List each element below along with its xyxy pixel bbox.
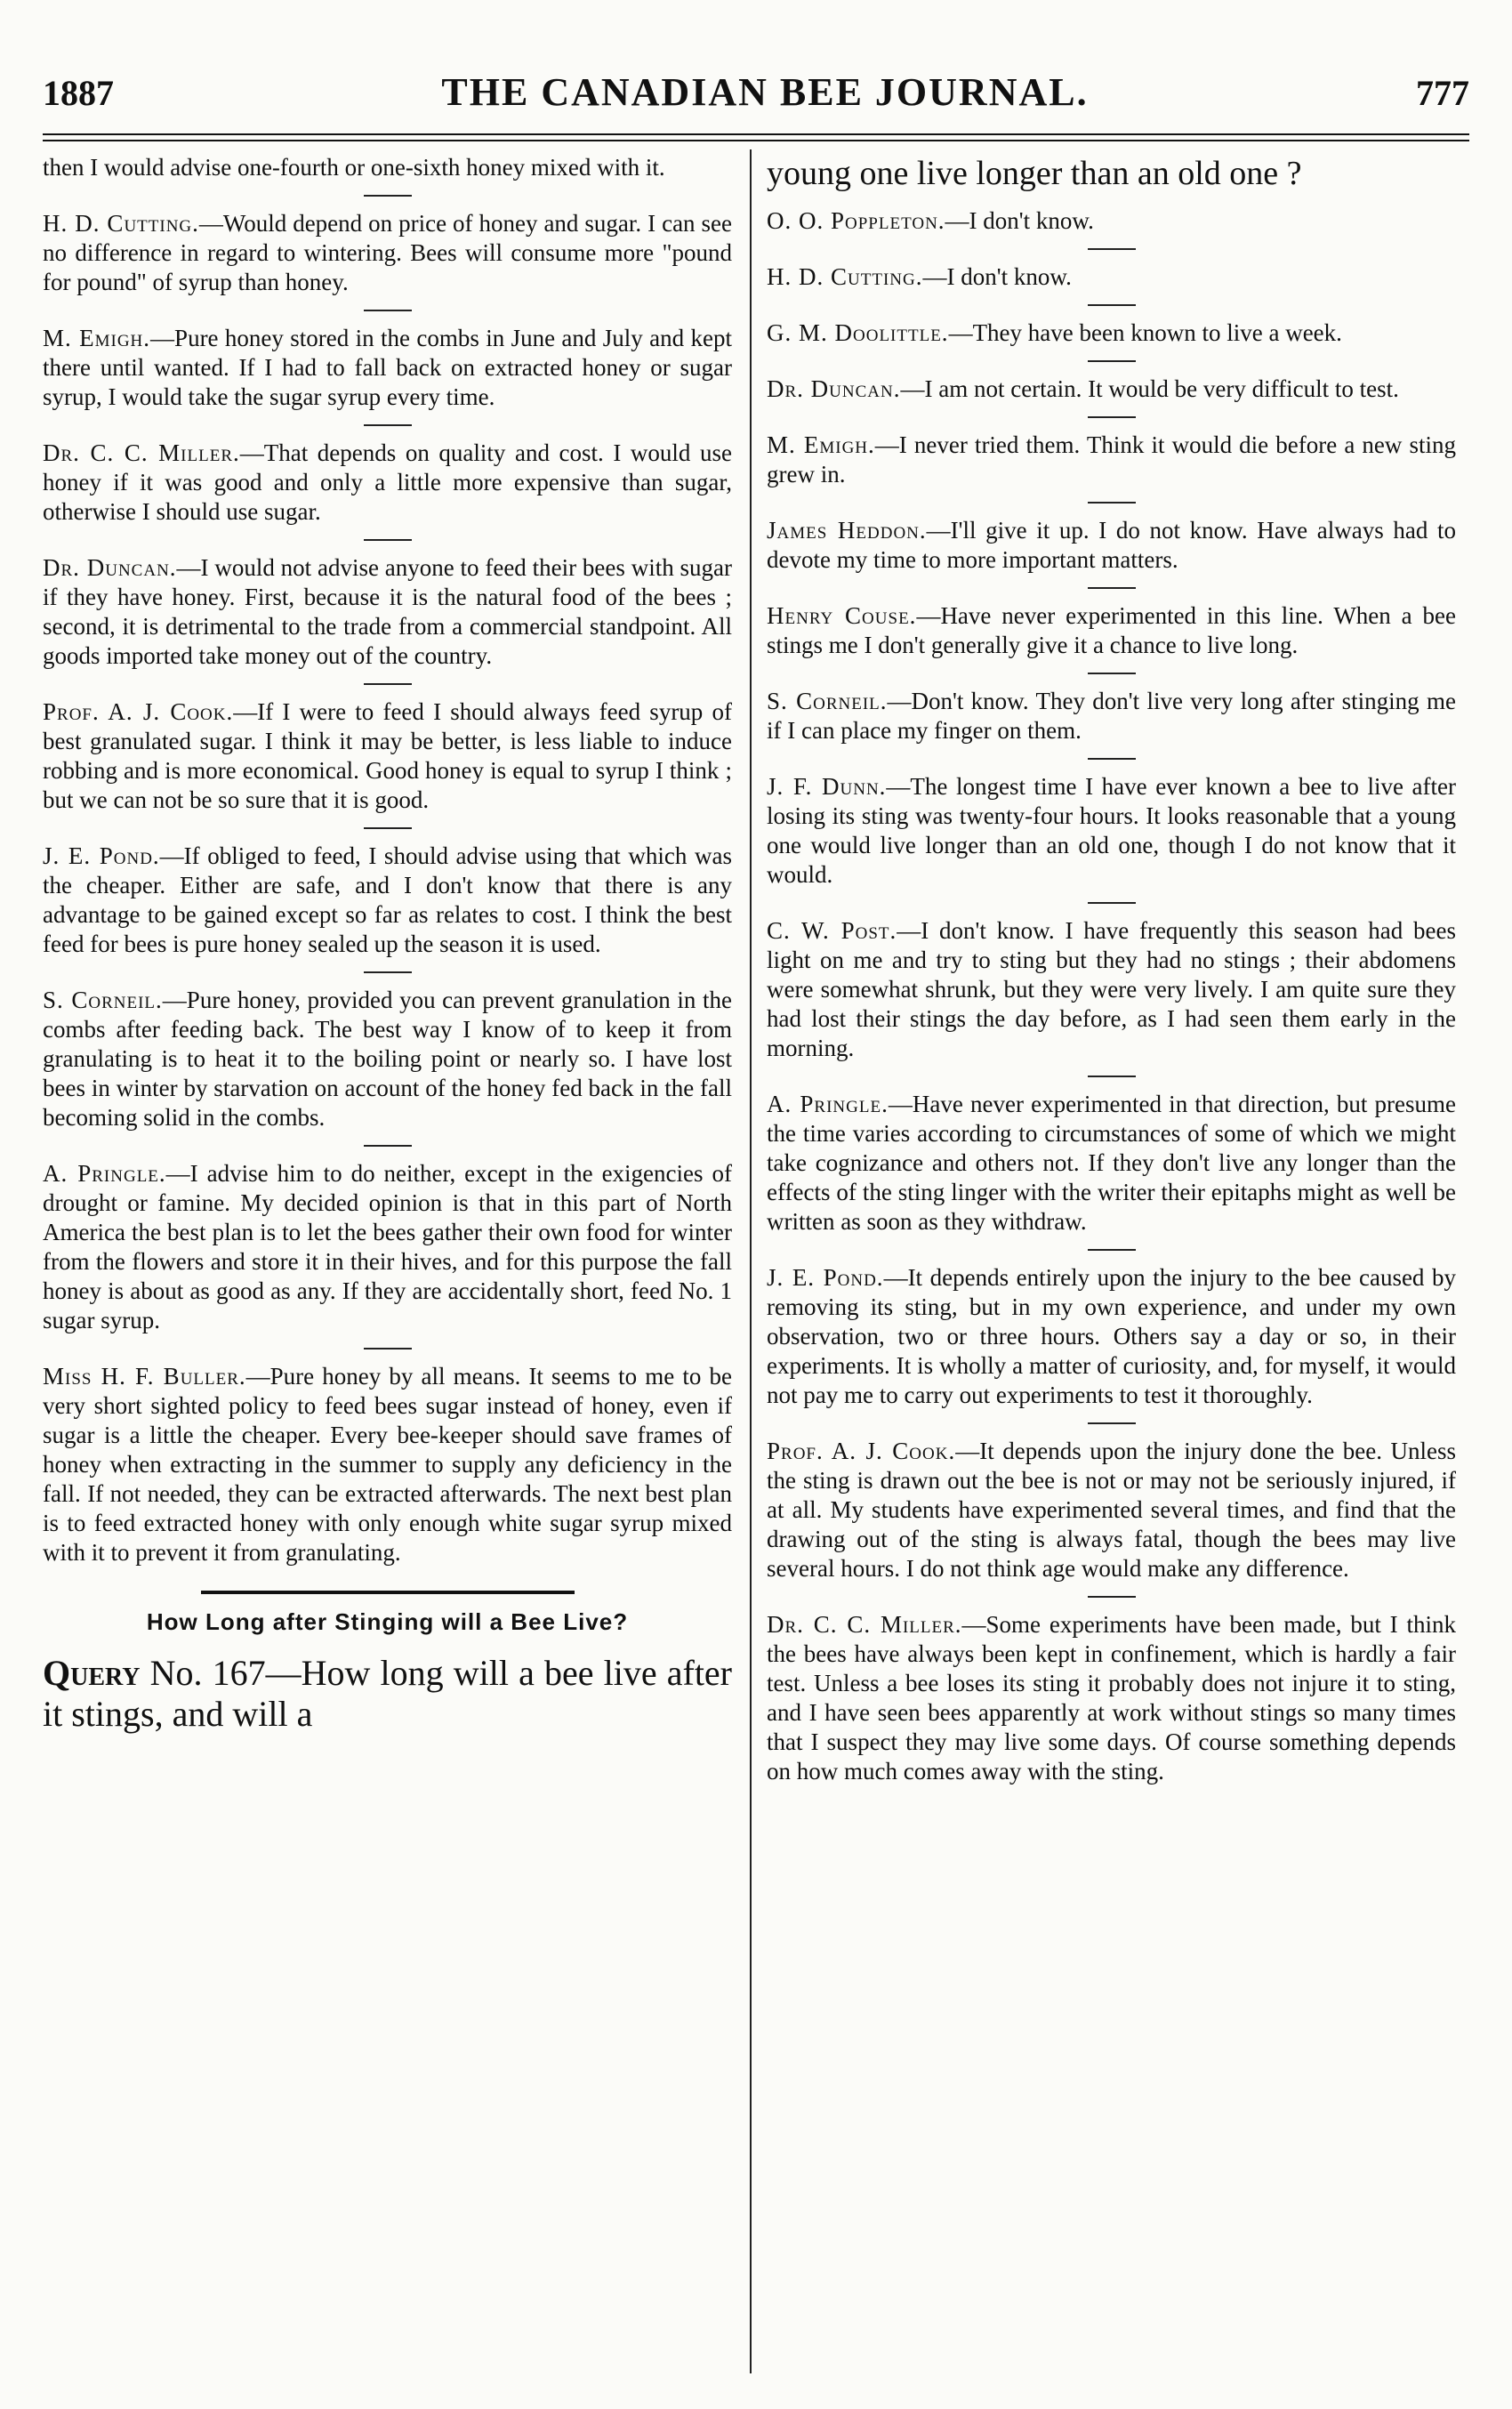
reply-speaker: C. W. Post. — [767, 917, 897, 944]
reply-speaker: A. Pringle. — [43, 1160, 166, 1187]
reply-speaker: Dr. C. C. Miller. — [767, 1611, 962, 1638]
reply-entry — [43, 324, 732, 412]
reply-entry — [767, 772, 1456, 890]
reply-speaker: Dr. Duncan. — [767, 375, 901, 402]
entry-separator — [1088, 502, 1136, 504]
query-continuation: young one live longer than an old one ? — [767, 155, 1302, 192]
reply-text: —It depends upon the injury done the bee. Unless the sting is drawn out the bee is not or may not be seriously injured, if at all. My students have experimented several times, and find that the drawing out of the sting is always fatal, though the bees may live several hours. I do not think age would make any difference. — [767, 1438, 1456, 1582]
page-number: 777 — [1416, 73, 1469, 113]
reply-speaker: J. F. Dunn. — [767, 773, 887, 800]
reply-speaker: Dr. Duncan. — [43, 554, 177, 581]
reply-speaker: G. M. Doolittle. — [767, 319, 949, 346]
reply-speaker: A. Pringle. — [767, 1091, 889, 1117]
reply-text: —Would depend on price of honey and sugar. I can see no difference in regard to wintering. Bees will consume more "pound for pound" of syrup than honey. — [43, 210, 732, 295]
entry-separator — [1088, 1076, 1136, 1077]
entry-separator — [364, 310, 412, 311]
reply-entry — [43, 209, 732, 297]
reply-text: —Don't know. They don't live very long after stinging me if I can place my finger on them. — [767, 688, 1456, 744]
reply-speaker: S. Corneil. — [43, 987, 163, 1013]
reply-text: —I don't know. I have frequently this season had bees light on me and try to sting but they had no stings ; their abdomens were somewhat shrunk, but they were very lively. I am quite sure they had lost their stings the day before, as I had seen them early in the morning. — [767, 917, 1456, 1061]
entry-separator — [1088, 304, 1136, 306]
reply-entry — [767, 916, 1456, 1063]
reply-text: —Pure honey, provided you can prevent granulation in the combs after feeding back. The best way I know of to keep it from granulating is to heat it to the boiling point or nearly so. I have lost bees in winter by starvation on account of the honey fed back in the fall becoming solid in the combs. — [43, 987, 732, 1131]
entry-separator — [364, 195, 412, 197]
reply-text: then I would advise one-fourth or one-sixth honey mixed with it. — [43, 154, 665, 181]
reply-text: —If obliged to feed, I should advise using that which was the cheaper. Either are safe, and I don't know that there is any advantage to be gained except so far as relates to cost. I think the best feed for bees is pure honey sealed up the season it is used. — [43, 842, 732, 957]
journal-title: THE CANADIAN BEE JOURNAL. — [441, 70, 1089, 114]
reply-speaker: Prof. A. J. Cook. — [43, 698, 234, 725]
entry-separator — [364, 424, 412, 426]
reply-text: —Have never experimented in that direction, but presume the time varies according to circumstances of some of which we might take cognizance and others not. If they don't live any longer than the effects of the sting linger with the writer their epitaphs might as well be written as soon as they withdraw. — [767, 1091, 1457, 1235]
reply-entry — [767, 431, 1456, 489]
header-double-rule — [43, 133, 1469, 141]
reply-entry — [767, 1610, 1456, 1786]
entry-separator — [364, 1348, 412, 1350]
entry-separator — [1088, 587, 1136, 589]
entry-separator — [1088, 758, 1136, 760]
entry-separator — [364, 1145, 412, 1147]
reply-text: —I don't know. — [922, 263, 1072, 290]
reply-speaker: H. D. Cutting. — [43, 210, 199, 237]
entry-separator — [1088, 673, 1136, 674]
reply-text: —Have never experimented in this line. When a bee stings me I don't generally give it a chance to live long. — [767, 602, 1457, 658]
reply-text: —If I were to feed I should always feed syrup of best granulated sugar. I think it may be better, is less liable to induce robbing and is more economical. Good honey is equal to syrup I think ; but we can not be so sure that it is good. — [43, 698, 732, 813]
reply-text: —I am not certain. It would be very difficult to test. — [900, 375, 1399, 402]
reply-speaker: J. E. Pond. — [767, 1264, 884, 1291]
reply-text: —Pure honey by all means. It seems to me to be very short sighted policy to feed bees sugar instead of honey, even if sugar is a little the cheaper. Every bee-keeper should save frames of honey when extracting in the summer to supply any deficiency in the fall. If not needed, they can be extracted afterwards. The next best plan is to feed extracted honey with only enough white sugar syrup mixed with it to prevent it from granulating. — [43, 1363, 732, 1566]
reply-entry — [767, 1437, 1456, 1583]
entry-separator — [1088, 360, 1136, 362]
reply-entry — [767, 318, 1456, 348]
right-column — [767, 153, 1456, 1786]
reply-speaker: S. Corneil. — [767, 688, 888, 714]
reply-entry — [43, 439, 732, 527]
query-label: Query — [43, 1653, 141, 1693]
entry-separator — [1088, 1249, 1136, 1251]
reply-speaker: M. Emigh. — [767, 431, 875, 458]
reply-entry — [43, 1362, 732, 1567]
reply-speaker: O. O. Poppleton. — [767, 207, 945, 234]
reply-entry — [43, 842, 732, 959]
entry-separator — [1088, 1596, 1136, 1598]
reply-speaker: Prof. A. J. Cook. — [767, 1438, 956, 1464]
reply-speaker: Miss H. F. Buller. — [43, 1363, 246, 1390]
reply-speaker: J. E. Pond. — [43, 842, 160, 869]
query-body: No. 167—How long will a bee live after it stings, and will a — [43, 1653, 733, 1734]
reply-entry — [767, 1263, 1456, 1410]
reply-text: —I advise him to do neither, except in the exigencies of drought or famine. My decided opinion is that in this part of North America the best plan is to let the bees gather their own food for winter from the flowers and store it in their hives, and for this purpose the fall honey is about as good as any. If they are accidentally short, feed No. 1 sugar syrup. — [43, 1160, 732, 1333]
column-divider — [750, 149, 752, 2373]
entry-separator — [1088, 248, 1136, 250]
reply-speaker: H. D. Cutting. — [767, 263, 923, 290]
reply-text: —I would not advise anyone to feed their bees with sugar if they have honey. First, because it is the natural food of the bees ; second, it is detrimental to the trade from a commercial standpoint. All goods imported take money out of the country. — [43, 554, 732, 669]
reply-speaker: Henry Couse. — [767, 602, 917, 629]
reply-entry — [43, 1159, 732, 1335]
reply-entry — [767, 601, 1456, 660]
reply-entry — [43, 697, 732, 815]
reply-entry — [767, 206, 1456, 236]
entry-separator — [1088, 902, 1136, 904]
reply-text: —I never tried them. Think it would die before a new sting grew in. — [767, 431, 1456, 487]
reply-speaker: M. Emigh. — [43, 325, 151, 351]
reply-text: —They have been known to live a week. — [948, 319, 1342, 346]
reply-entry — [767, 516, 1456, 575]
entry-separator — [1088, 416, 1136, 418]
reply-entry — [767, 687, 1456, 745]
reply-text: —Some experiments have been made, but I think the bees have always been kept in confinement, which is hardly a fair test. Unless a bee loses its sting it probably does not injure it to sting, and I have seen bees apparently at work without stings so many times that I suspect they may live some days. Of course something depends on how much comes away with the sting. — [767, 1611, 1457, 1785]
query-text — [43, 1653, 732, 1735]
reply-speaker: Dr. C. C. Miller. — [43, 439, 240, 466]
reply-text: —Pure honey stored in the combs in June and July and kept there until wanted. If I had to fall back on extracted honey or sugar syrup, I would take the sugar syrup every time. — [43, 325, 732, 410]
header-year: 1887 — [43, 73, 114, 113]
entry-separator — [364, 827, 412, 829]
left-column — [43, 153, 732, 1770]
reply-text: —The longest time I have ever known a bee to live after losing its sting was twenty-four hours. It looks reasonable that a young one would live longer than an old one, though I do not know that it would. — [767, 773, 1456, 888]
reply-text: —It depends entirely upon the injury to the bee caused by removing its sting, but in my own experience, and under my own observation, two or three hours. Others say a day or so, in their experiments. It is wholly a matter of curiosity, and, for myself, it would not pay me to carry out experiments to test it thoroughly. — [767, 1264, 1456, 1408]
entry-separator — [1088, 1422, 1136, 1424]
reply-entry — [43, 153, 732, 182]
entry-separator — [364, 971, 412, 973]
page-header — [43, 69, 1469, 132]
reply-text: —I'll give it up. I do not know. Have always had to devote my time to more important matters. — [767, 517, 1456, 573]
reply-entry — [767, 375, 1456, 404]
entry-separator — [364, 683, 412, 685]
reply-speaker: James Heddon. — [767, 517, 927, 544]
reply-entry — [43, 553, 732, 671]
reply-text: —I don't know. — [945, 207, 1094, 234]
ornamental-rule — [201, 1591, 575, 1594]
reply-entry — [767, 262, 1456, 292]
reply-entry — [767, 1090, 1456, 1237]
section-heading: How Long after Stinging will a Bee Live? — [146, 1608, 629, 1635]
reply-entry — [43, 986, 732, 1132]
reply-text: —That depends on quality and cost. I would use honey if it was good and only a little more expensive than sugar, otherwise I should use sugar. — [43, 439, 733, 525]
entry-separator — [364, 539, 412, 541]
